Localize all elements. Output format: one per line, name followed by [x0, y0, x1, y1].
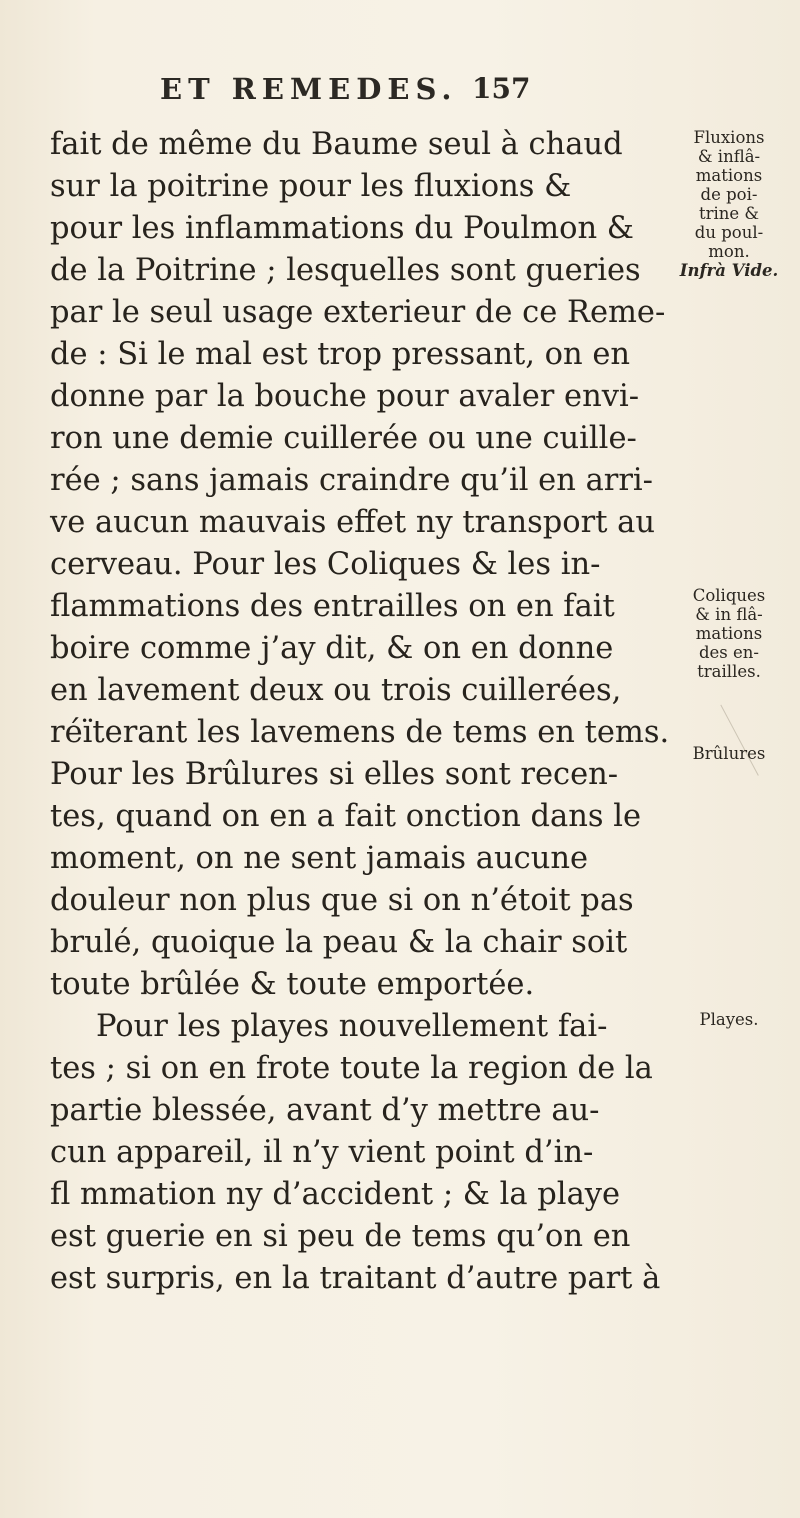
text-line: partie blessée, avant d’y mettre au-	[50, 1093, 600, 1128]
text-line: cerveau. Pour les Coliques & les in-	[50, 547, 601, 582]
text-line: réïterant les lavemens de tems en tems.	[50, 715, 670, 750]
text-line: fait de même du Baume seul à chaud	[50, 127, 623, 162]
text-line: tes, quand on en a fait onction dans le	[50, 799, 642, 834]
paper-crease	[720, 696, 774, 776]
text-line: moment, on ne sent jamais aucune	[50, 841, 589, 876]
text-line: rée ; sans jamais craindre qu’il en arri-	[50, 463, 653, 498]
text-line: ve aucun mauvais effet ny transport au	[50, 505, 655, 540]
text-line: donne par la bouche pour avaler envi-	[50, 379, 640, 414]
text-line: cun appareil, il n’y vient point d’in-	[50, 1135, 594, 1170]
page-header	[160, 72, 660, 112]
text-line: est surpris, en la traitant d’autre part à	[50, 1261, 661, 1296]
text-line: flammations des entrailles on en fait	[50, 589, 615, 624]
text-line: Pour les Brûlures si elles sont recen-	[50, 757, 619, 792]
text-line: sur la poitrine pour les fluxions &	[50, 169, 572, 204]
page-number: 157	[472, 72, 531, 105]
body-text	[50, 124, 670, 1300]
text-line: fl mmation ny d’accident ; & la playe	[50, 1177, 621, 1212]
text-line: de la Poitrine ; lesquelles sont gueries	[50, 253, 641, 288]
margin-note-playes: Playes.	[699, 1010, 759, 1029]
text-line: est guerie en si peu de tems qu’on en	[50, 1219, 631, 1254]
text-line: douleur non plus que si on n’étoit pas	[50, 883, 634, 918]
margin-note-reference: Infrà Vide.	[679, 261, 779, 280]
text-line: boire comme j’ay dit, & on en donne	[50, 631, 614, 666]
margin-note-fluxions: Fluxions & inflâ- mations de poi- trine & du poul- mon. Infrà Vide.	[664, 128, 794, 280]
text-line: toute brûlée & toute emportée.	[50, 967, 535, 1002]
text-line: Pour les playes nouvellement fai-	[96, 1009, 608, 1044]
text-line: tes ; si on en frote toute la region de la	[50, 1051, 653, 1086]
text-line: en lavement deux ou trois cuillerées,	[50, 673, 622, 708]
text-line: ron une demie cuillerée ou une cuille-	[50, 421, 637, 456]
running-head: ET REMEDES.	[160, 72, 458, 106]
text-line: de : Si le mal est trop pressant, on en	[50, 337, 631, 372]
text-line: par le seul usage exterieur de ce Reme-	[50, 295, 666, 330]
margin-note-coliques: Coliques & in flâ- mations des en- trailles.	[692, 586, 766, 681]
text-line: pour les inflammations du Poulmon &	[50, 211, 634, 246]
margin-note-brulures: Brûlures	[692, 744, 766, 763]
text-line: brulé, quoique la peau & la chair soit	[50, 925, 628, 960]
